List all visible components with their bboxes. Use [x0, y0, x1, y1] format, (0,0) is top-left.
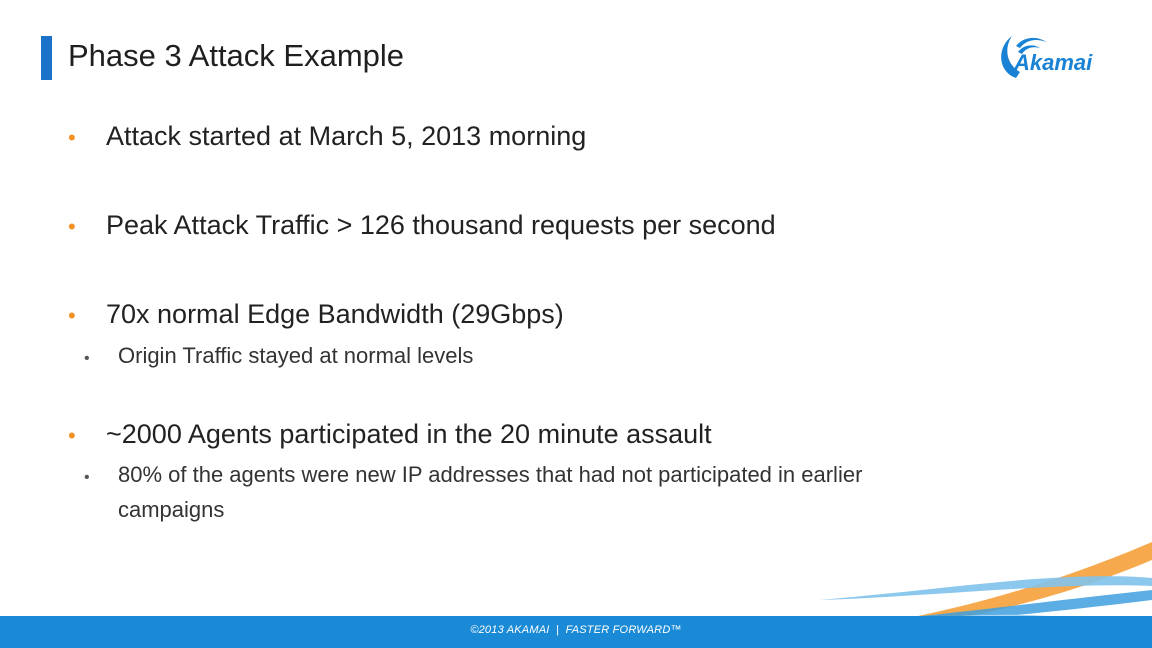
- sub-bullet-new-ips: [84, 459, 1064, 526]
- akamai-logo: [994, 30, 1114, 82]
- bullet-marker: •: [68, 214, 76, 239]
- footer-text: [0, 624, 1152, 636]
- bullet-text: Peak Attack Traffic > 126 thousand requests per second: [106, 210, 776, 240]
- footer-copyright: ©2013 AKAMAI: [470, 624, 550, 636]
- bullet-marker: •: [68, 303, 76, 328]
- footer-slogan: FASTER FORWARD™: [565, 624, 682, 636]
- bullet-text: 70x normal Edge Bandwidth (29Gbps): [106, 299, 564, 329]
- bullet-agents: [68, 419, 712, 450]
- bullet-attack-start: [68, 121, 586, 152]
- bullet-text: Attack started at March 5, 2013 morning: [106, 121, 587, 151]
- sub-bullet-text-continued: campaigns: [118, 497, 225, 522]
- sub-bullet-origin-traffic: [84, 343, 473, 369]
- bullet-edge-bandwidth: [68, 299, 564, 330]
- sub-bullet-marker: •: [84, 469, 90, 486]
- title-accent-bar: [41, 36, 52, 80]
- slide-title: Phase 3 Attack Example: [68, 38, 405, 73]
- sub-bullet-text: 80% of the agents were new IP addresses that had not participated in earlier: [118, 462, 863, 487]
- akamai-logo-text: Akamai: [1014, 50, 1093, 75]
- bullet-peak-traffic: [68, 210, 776, 241]
- sub-bullet-marker: •: [84, 350, 90, 367]
- footer-separator: |: [556, 624, 560, 636]
- bullet-text: ~2000 Agents participated in the 20 minute assault: [106, 419, 712, 449]
- sub-bullet-text: Origin Traffic stayed at normal levels: [118, 343, 474, 368]
- bullet-marker: •: [68, 125, 76, 150]
- bullet-marker: •: [68, 423, 76, 448]
